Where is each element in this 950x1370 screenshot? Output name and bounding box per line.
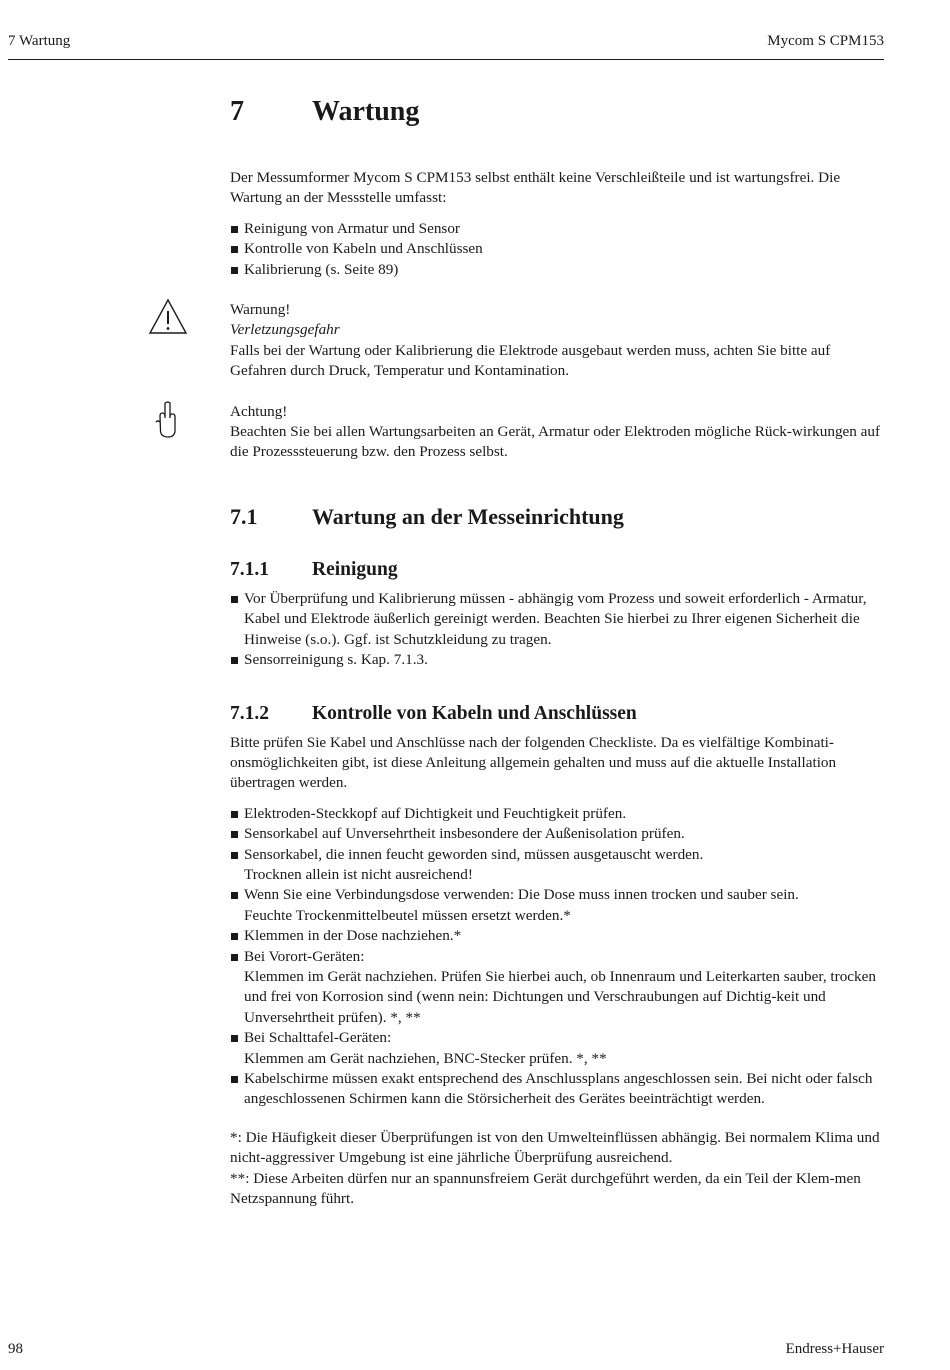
- chapter-number: 7: [230, 96, 244, 127]
- footnote-single-star: *: Die Häufigkeit dieser Überprüfungen ist von den Umwelteinflüssen abhängig. Bei normalem Klima und nicht-aggressiver Umgebung ist eine jährliche Überprüfung ausreichend.: [230, 1128, 880, 1167]
- brand-name: Endress+Hauser: [785, 1341, 884, 1357]
- list-item: Kalibrierung (s. Seite 89): [230, 260, 886, 280]
- list-item: Vor Überprüfung und Kalibrierung müssen - abhängig vom Prozess und soweit erforderlich - Armatur, Kabel und Elektrode äußerlich gereinigt werden. Beachten Sie hierbei zu Ihrer eigenen Sicherheit die Hinweise (s.o.). Ggf. ist Schutzkleidung zu tragen.: [230, 589, 886, 650]
- list-item: [230, 845, 886, 886]
- header-product: Mycom S CPM153: [767, 33, 884, 49]
- checklist: [230, 804, 886, 1110]
- section-number: 7.1.1: [230, 558, 269, 580]
- list-item-text: Kabelschirme müssen exakt entsprechend des Anschlussplans angeschlossen sein. Bei nicht oder falsch angeschlossenen Schirmen kann die Störsicherheit des Gerätes beeinträchtigt werden.: [244, 1070, 873, 1108]
- chapter-heading: [230, 92, 886, 132]
- list-item: [230, 1069, 886, 1110]
- list-item-text: Sensorkabel auf Unversehrtheit insbesondere der Außenisolation prüfen.: [244, 825, 685, 843]
- caution-label: Achtung!: [230, 402, 288, 420]
- list-item: Sensorreinigung s. Kap. 7.1.3.: [230, 650, 886, 670]
- list-item: [230, 804, 886, 824]
- cleaning-list: [230, 589, 886, 671]
- list-item-continuation: Klemmen im Gerät nachziehen. Prüfen Sie hierbei auch, ob Innenraum und Leiterkarten sauber, trocken und frei von Korrosion sind (wenn nein: Dichtungen und Verschraubungen auf Dichtig-keit und Unversehrtheit prüfen). *, **: [244, 967, 876, 1026]
- section-title: Kontrolle von Kabeln und Anschlüssen: [312, 702, 637, 724]
- footnote-double-star: **: Diese Arbeiten dürfen nur an spannunsfreiem Gerät durchgeführt werden, da ein Teil der Klem-men Netzspannung führt.: [230, 1169, 861, 1208]
- warning-subtitle: Verletzungsgefahr: [230, 321, 340, 339]
- list-item: [230, 885, 886, 926]
- main-content: [230, 92, 886, 1209]
- caution-notice: [230, 402, 886, 463]
- section-heading-7-1-2: [230, 701, 886, 727]
- section-title: Reinigung: [312, 558, 398, 580]
- section-title: Wartung an der Messeinrichtung: [312, 503, 624, 529]
- list-item-text: Sensorkabel, die innen feucht geworden sind, müssen ausgetauscht werden.: [244, 845, 704, 863]
- list-item-text: Klemmen in der Dose nachziehen.*: [244, 927, 462, 945]
- list-item-text: Bei Schalttafel-Geräten:: [244, 1029, 392, 1047]
- warning-text: Falls bei der Wartung oder Kalibrierung die Elektrode ausgebaut werden muss, achten Sie bitte auf Gefahren durch Druck, Temperatur und Kontamination.: [230, 341, 831, 380]
- list-item-continuation: Feuchte Trockenmittelbeutel müssen ersetzt werden.*: [244, 906, 571, 924]
- list-item-text: Bei Vorort-Geräten:: [244, 947, 365, 965]
- list-item-text: Elektroden-Steckkopf auf Dichtigkeit und Feuchtigkeit prüfen.: [244, 804, 627, 822]
- section-heading-7-1: [230, 503, 886, 531]
- section-number: 7.1: [230, 503, 258, 529]
- list-item: Reinigung von Armatur und Sensor: [230, 219, 886, 239]
- warning-label: Warnung!: [230, 301, 291, 319]
- list-item-continuation: Klemmen am Gerät nachziehen, BNC-Stecker prüfen. *, **: [244, 1049, 607, 1067]
- caution-text: Beachten Sie bei allen Wartungsarbeiten an Gerät, Armatur oder Elektroden mögliche Rück-wirkungen auf die Prozesssteuerung bzw. den Prozess selbst.: [230, 423, 881, 461]
- chapter-title: Wartung: [312, 96, 420, 127]
- running-header: [8, 33, 884, 60]
- warning-triangle-icon: [148, 298, 188, 342]
- raised-finger-icon: [148, 400, 188, 446]
- list-item: [230, 1028, 886, 1069]
- list-item-continuation: Trocknen allein ist nicht ausreichend!: [244, 865, 473, 883]
- section-heading-7-1-1: [230, 557, 886, 583]
- intro-list: [230, 219, 886, 280]
- list-item-text: Wenn Sie eine Verbindungsdose verwenden: Die Dose muss innen trocken und sauber sein.: [244, 886, 799, 904]
- intro-text: Der Messumformer Mycom S CPM153 selbst enthält keine Verschleißteile und ist wartungsfrei. Die Wartung an der Messstelle umfasst:: [230, 169, 841, 207]
- section-number: 7.1.2: [230, 702, 269, 724]
- checklist-intro: Bitte prüfen Sie Kabel und Anschlüsse nach der folgenden Checkliste. Da es vielfältige Kombinati-onsmöglichkeiten gibt, ist diese Anleitung allgemein gehalten und muss auf die aktuelle Installation übertragen werden.: [230, 733, 837, 792]
- list-item: [230, 926, 886, 946]
- page-number: 98: [8, 1341, 23, 1357]
- header-chapter: 7 Wartung: [8, 33, 71, 49]
- list-item: Kontrolle von Kabeln und Anschlüssen: [230, 239, 886, 259]
- warning-notice: [230, 300, 886, 382]
- footnotes: [230, 1128, 886, 1210]
- list-item: [230, 947, 886, 1029]
- list-item: [230, 824, 886, 844]
